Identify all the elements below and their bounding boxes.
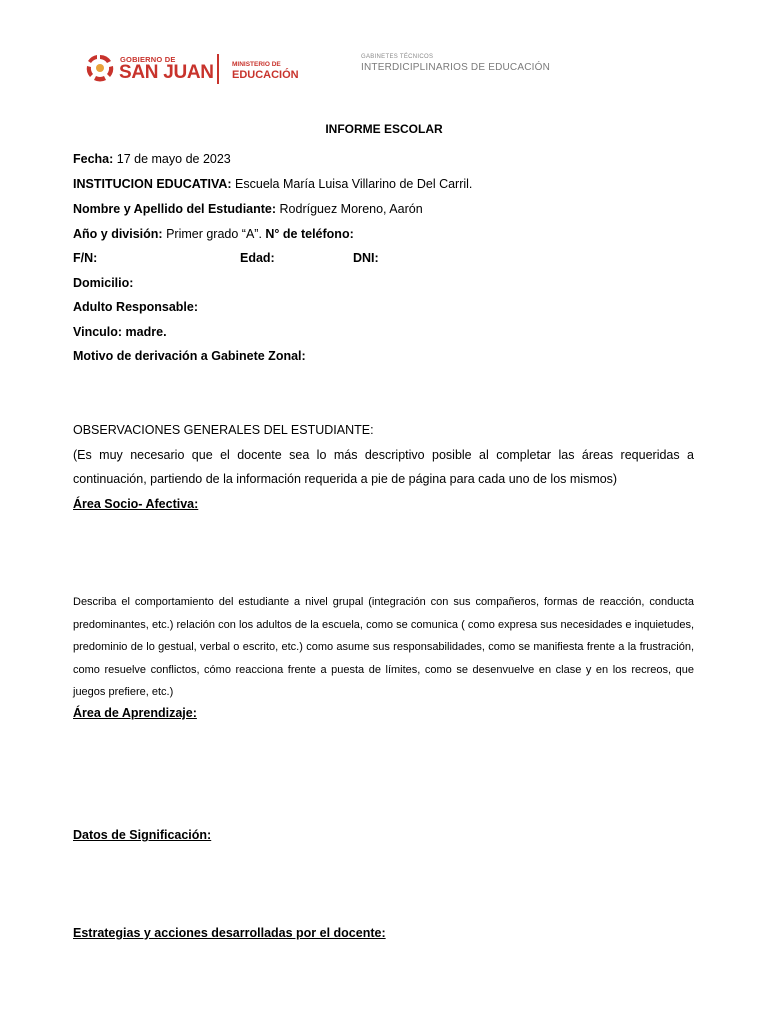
nombre-label: Nombre y Apellido del Estudiante: bbox=[73, 202, 277, 216]
datos-significacion-label: Datos de Significación: bbox=[73, 828, 212, 842]
estrategias-label: Estrategias y acciones desarrolladas por el docente: bbox=[73, 926, 386, 940]
institucion-value: Escuela María Luisa Villarino de Del Carril. bbox=[231, 177, 473, 191]
institucion-label: INSTITUCION EDUCATIVA: bbox=[73, 177, 232, 191]
gabinetes-tecnicos-label: GABINETES TÉCNICOS bbox=[361, 54, 434, 60]
motivo-label: Motivo de derivación a Gabinete Zonal: bbox=[73, 349, 306, 363]
domicilio-label: Domicilio: bbox=[73, 276, 134, 290]
fn-label: F/N: bbox=[73, 251, 98, 265]
ministerio-label: MINISTERIO DE bbox=[232, 61, 281, 68]
gobierno-de-label: GOBIERNO DE bbox=[120, 55, 176, 64]
institucion-row bbox=[73, 177, 472, 191]
san-juan-sun-logo-icon bbox=[84, 52, 116, 84]
telefono-label: N° de teléfono: bbox=[265, 227, 354, 241]
edad-cell bbox=[240, 251, 275, 265]
estrategias-heading bbox=[73, 926, 386, 940]
fecha-row bbox=[73, 152, 231, 166]
area-aprendizaje-label: Área de Aprendizaje: bbox=[73, 706, 197, 720]
fecha-value: 17 de mayo de 2023 bbox=[113, 152, 231, 166]
anio-value: Primer grado “A”. bbox=[162, 227, 266, 241]
interdisciplinarios-label: INTERDICIPLINARIOS DE EDUCACIÓN bbox=[361, 62, 551, 73]
dni-cell bbox=[353, 251, 379, 265]
area-aprendizaje-heading bbox=[73, 706, 197, 720]
fecha-label: Fecha: bbox=[73, 152, 114, 166]
dni-label: DNI: bbox=[353, 251, 379, 265]
san-juan-wordmark: SAN JUAN bbox=[119, 62, 214, 83]
motivo-row bbox=[73, 349, 306, 363]
observaciones-intro: (Es muy necesario que el docente sea lo más descriptivo posible al completar las áreas requeridas a continuación, partiendo de la información requerida a pie de página para cada uno de los mismos) bbox=[73, 448, 694, 486]
datos-significacion-heading bbox=[73, 828, 211, 842]
socio-afectiva-description: Describa el comportamiento del estudiante a nivel grupal (integración con sus compañeros, formas de reacción, conducta predominantes, etc.) relación con los adultos de la escuela, como se comunica ( como expresa sus necesidades e inquietudes, predominio de lo gestual, verbal o escrito, etc.) como asume sus responsabilidades, como se manifiesta frente a la frustración, como resuelve conflictos, cómo reacciona frente a puesta de límites, como se desenvuelve en clase y en los recreos, que juegos prefiere, etc.) bbox=[73, 596, 694, 698]
vinculo-label: Vinculo: madre. bbox=[73, 325, 167, 339]
area-socio-afectiva-label: Área Socio- Afectiva: bbox=[73, 497, 199, 511]
domicilio-row bbox=[73, 276, 133, 290]
anio-row bbox=[73, 227, 354, 241]
educacion-wordmark: EDUCACIÓN bbox=[232, 69, 299, 81]
area-socio-afectiva-heading bbox=[73, 497, 198, 511]
adulto-row bbox=[73, 300, 198, 314]
document-header bbox=[84, 50, 684, 90]
header-divider bbox=[217, 54, 219, 84]
document-title: INFORME ESCOLAR bbox=[325, 122, 443, 136]
nombre-row bbox=[73, 202, 423, 216]
vinculo-row bbox=[73, 325, 167, 339]
edad-label: Edad: bbox=[240, 251, 275, 265]
observaciones-heading: OBSERVACIONES GENERALES DEL ESTUDIANTE: bbox=[73, 423, 374, 437]
nombre-value: Rodríguez Moreno, Aarón bbox=[276, 202, 423, 216]
adulto-label: Adulto Responsable: bbox=[73, 300, 199, 314]
anio-label: Año y división: bbox=[73, 227, 163, 241]
fn-row bbox=[73, 251, 97, 265]
